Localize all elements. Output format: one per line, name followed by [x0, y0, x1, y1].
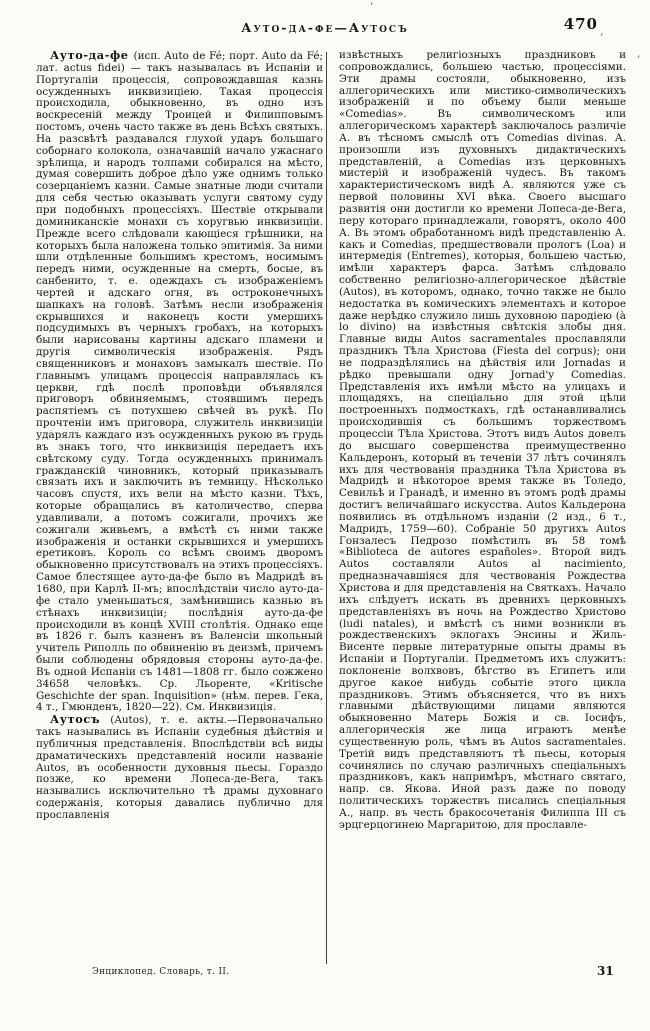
scan-artifact: ’ [637, 55, 641, 66]
left-column [36, 50, 323, 968]
footer-volume-signature: Энциклопед. Словарь, т. II. [92, 967, 230, 977]
entry-term: Аутосъ [50, 712, 111, 727]
entry-term: Ауто-да-фе [50, 50, 134, 62]
scan-artifact: ’ [370, 2, 374, 13]
column-divider [326, 52, 327, 964]
entry-paragraph: Ауто-да-фе (исп. Auto de Fé; порт. Auto da Fé; лат. actus fidei) — такъ называлась въ Испаніи и Португаліи процессія, сопровождавшая казнь осужденныхъ инквизиціею. Такая процессія происходила, обыкновенно, въ одно изъ воскресеній между Троицей и Филипповымъ постомъ, очень часто также въ день Всѣхъ святыхъ. На разсвѣтѣ раздавался глухой ударъ большаго соборнаго колокола, означавшій начало ужаснаго зрѣлища, и народъ толпами собирался на мѣсто, думая совершить доброе дѣло уже однимъ только созерцаніемъ казни. Самые знатные люди считали для себя честью оказывать услуги святому суду при подобныхъ процессіяхъ. Шествіе открывали доминиканскіе монахи съ хоругвью инквизиціи. Прежде всего слѣдовали кающіеся грѣшники, на которыхъ была наложена только эпитимія. За ними шли отдѣленные большимъ крестомъ, носимымъ передъ ними, осужденные на смерть, босые, въ санбенито, т. е. одеждахъ съ изображеніемъ чертей и адскаго огня, въ остроконечныхъ шапкахъ на головѣ. Затѣмъ несли изображенія скрывшихся и наконецъ кости умершихъ подсудимыхъ въ черныхъ гробахъ, на которыхъ были нарисованы картины адскаго пламени и другія символическія изображенія. Рядъ священниковъ и монаховъ замыкалъ шествіе. По главнымъ улицамъ процессія направлялась къ церкви, гдѣ послѣ проповѣди объявлялся приговоръ обвиняемымъ, стоявшимъ передъ распятіемъ съ потухшею свѣчей въ рукѣ. По прочтеніи имъ приговора, служитель инквизиціи ударялъ каждаго изъ осужденныхъ рукою въ грудь въ знакъ того, что инквизиція передаетъ ихъ свѣтскому суду. Тогда осужденныхъ принималъ гражданскій чиновникъ, который приказывалъ связать ихъ и заключить въ темницу. Нѣсколько часовъ спустя, ихъ вели на мѣсто казни. Тѣхъ, которые обращались въ католичество, сперва удавливали, а потомъ сожигали, прочихъ же сожигали живьемъ, а вмѣстѣ съ ними также изображенія и останки скрывшихся и умершихъ еретиковъ. Король со всѣмъ своимъ дворомъ обыкновенно присутствовалъ на этихъ процессіяхъ. Самое блестящее ауто-да-фе было въ Мадридѣ въ 1680, при Карлѣ II-мъ; впослѣдствіи число ауто-да-фе стало уменьшаться, замѣнившись казнью въ стѣнахъ инквизиціи; послѣднія ауто-да-фе происходили въ концѣ XVIII столѣтія. Однако еще въ 1826 г. былъ казненъ въ Валенсіи школьный учитель Риполль по обвиненію въ деизмѣ, причемъ были соблюдены обрядовыя стороны ауто-да-фе. Въ одной Испаніи съ 1481—1808 гг. было сожжено 34658 человѣкъ. Ср. Льоренте, «Kritische Geschichte der span. Inquisition» (нѣм. перев. Гека, 4 т., Гмюнденъ, 1820—22). См. Инквизиція. [36, 50, 323, 714]
continuation-paragraph: извѣстныхъ религіозныхъ праздниковъ и сопровождались, большею частью, процессіями. Эти драмы состояли, обыкновенно, изъ аллегорическихъ или мистико-символическихъ изображеній и по объему были меньше «Comedias». Въ символическомъ или аллегорическомъ характерѣ заключалось различіе А. въ тѣсномъ смыслѣ отъ Comedias divinas. А. произошли изъ духовныхъ дидактическихъ представленій, а Comedias изъ церковныхъ мистерій и изображеній чудесъ. Въ такомъ характеристическомъ видѣ А. являются уже съ первой половины XVI вѣка. Своего высшаго развитія они достигли ко времени Лопеса-де-Вега, перу котораго принадлежали, говорятъ, около 400 А. Въ этомъ обработанномъ видѣ представленію А. какъ и Comedias, предшествовали прологъ (Loa) и интермедія (Entremes), которыя, большею частью, имѣли характеръ фарса. Затѣмъ слѣдовало собственно религіозно-аллегорическое дѣйствіе (Autos), въ которомъ, однако, точно также не было недостатка въ комическихъ элементахъ и которое даже нерѣдко служило лишь духовною пародіею (à lo divino) на извѣстныя свѣтскія злобы дня. Главные виды Autos sacramentales прославляли праздникъ Тѣла Христова (Fiesta del corpus); они не подраздѣлялись на дѣйствія или Jornadas и рѣдко превышали одну Jornad'y Comedias. Представленія ихъ имѣли мѣсто на улицахъ и площадяхъ, на спеціально для этой цѣли построенныхъ подмосткахъ, гдѣ останавливались происходившія съ большимъ торжествомъ процессіи Тѣла Христова. Этотъ видъ Autos довелъ до высшаго совершенства преимущественно Кальдеронъ, который въ теченіи 37 лѣтъ сочинялъ ихъ для чествованія праздника Тѣла Христова въ Мадридѣ и нѣкоторое время также въ Толедо, Севильѣ и Гранадѣ, и именно въ этомъ родѣ драмы достигъ величайшаго искусства. Autos Кальдерона появились въ отдѣльномъ изданіи (2 изд., 6 т., Мадридъ, 1759—60). Собраніе 50 другихъ Autos Гонзалесъ Педрозо помѣстилъ въ 58 томѣ «Biblioteca de autores españoles». Второй видъ Autos составляли Autos al nacimiento, предназначавшіяся для чествованія Рождества Христова и для представленія на Святкахъ. Начало ихъ слѣдуетъ искать въ древнихъ церковныхъ представленіяхъ въ ночь на Рождество Христово (ludi natales), и вмѣстѣ съ ними возникли въ рождественскихъ эклогахъ Энсины и Жиль-Висенте первые литературные опыты драмы въ Испаніи и Португаліи. Предметомъ ихъ служитъ: поклоненіе волхвовъ, бѣгство въ Египетъ или другое какое нибудь событіе этого цикла праздниковъ. Этимъ объясняется, что въ нихъ главными дѣйствующими лицами являются обыкновенно Матерь Божія и св. Іосифъ, аллегорическія же лица играютъ менѣе существенную роль, чѣмъ въ Autos sacramentales. Третій видъ представляютъ тѣ пьесы, которыя сочинялись по случаю различныхъ спеціальныхъ праздниковъ, какъ напримѣръ, мѣстнаго святаго, напр. св. Якова. Иной разъ даже по поводу политическихъ торжествъ писались спеціальныя А., напр. въ честь бракосочетанія Филиппа III съ эрцгерцогинею Маргаритою, для прославле- [339, 50, 626, 831]
footer-sheet-number: 31 [597, 964, 614, 978]
running-title: Ауто-да-фе—Аутосъ [241, 20, 409, 35]
right-column [339, 50, 626, 968]
page-number: 470 [563, 15, 598, 33]
entry-paragraph: Аутосъ (Autos), т. е. акты.—Первоначально такъ назывались въ Испаніи судебныя дѣйствія и публичныя представленія. Впослѣдствіи всѣ виды драматическихъ представленій носили названіе Autos, въ особенности духовныя пьесы. Гораздо позже, ко времени Лопеса-де-Вега, такъ назывались исключительно тѣ драмы духовнаго содержанія, которыя давались публично для прославленія [36, 712, 323, 821]
scan-artifact: ’ [600, 33, 604, 44]
